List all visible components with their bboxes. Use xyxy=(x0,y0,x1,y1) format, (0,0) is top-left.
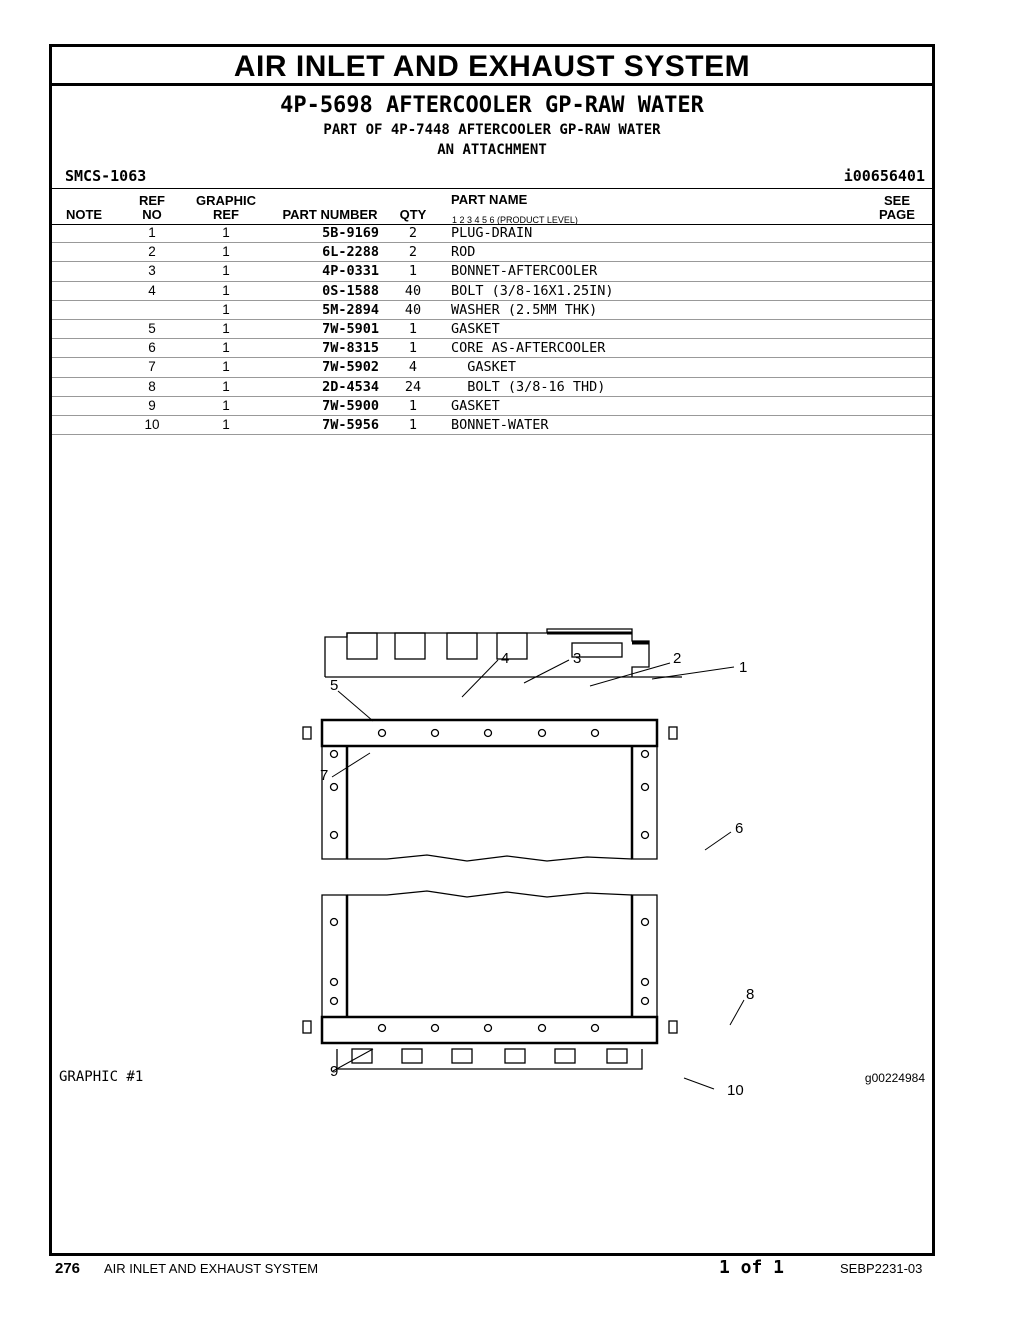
table-row xyxy=(52,397,932,416)
ref-no: 1 xyxy=(148,225,156,240)
quantity: 40 xyxy=(404,301,422,318)
part-number: 7W-5902 xyxy=(322,359,379,376)
part-of-line: PART OF 4P-7448 AFTERCOOLER GP-RAW WATER xyxy=(323,122,661,138)
col-graphic-top: GRAPHIC xyxy=(196,193,256,208)
part-name: ROD xyxy=(451,244,476,261)
group-title: 4P-5698 AFTERCOOLER GP-RAW WATER xyxy=(280,93,704,118)
ref-no: 6 xyxy=(148,340,156,356)
ref-no: 9 xyxy=(148,397,156,413)
col-ref-bottom: NO xyxy=(142,207,162,222)
part-name: WASHER (2.5MM THK) xyxy=(451,301,598,318)
quantity: 4 xyxy=(408,359,418,376)
part-number: 7W-5956 xyxy=(322,416,379,433)
part-number: 0S-1588 xyxy=(322,282,379,299)
leader-lines xyxy=(332,660,744,1089)
table-header xyxy=(52,188,932,225)
ref-no: 7 xyxy=(148,359,156,375)
bottom-flange xyxy=(303,1017,677,1043)
part-name: GASKET xyxy=(451,320,500,337)
document-ident: i00656401 xyxy=(843,167,925,185)
part-name: CORE AS-AFTERCOOLER xyxy=(451,340,606,357)
page-number: 276 xyxy=(55,1260,81,1277)
quantity: 24 xyxy=(404,378,422,395)
attachment-line: AN ATTACHMENT xyxy=(437,142,547,158)
part-name: PLUG-DRAIN xyxy=(451,225,533,241)
quantity: 1 xyxy=(408,320,418,337)
ref-no: 3 xyxy=(148,263,156,279)
part-number: 5M-2894 xyxy=(322,301,379,318)
col-part-number: PART NUMBER xyxy=(282,207,378,222)
quantity: 2 xyxy=(408,244,418,261)
table-row xyxy=(52,378,932,397)
ref-no: 4 xyxy=(148,282,156,298)
table-row xyxy=(52,262,932,281)
part-number: 2D-4534 xyxy=(322,378,379,395)
ref-no: 2 xyxy=(148,244,156,260)
callout-3: 3 xyxy=(573,650,582,667)
page-of: 1 of 1 xyxy=(719,1257,785,1278)
callout-2: 2 xyxy=(673,650,682,667)
quantity: 1 xyxy=(408,340,418,357)
aftercooler-diagram xyxy=(277,597,755,1099)
ref-no: 8 xyxy=(148,378,156,394)
quantity: 2 xyxy=(408,225,418,241)
quantity: 1 xyxy=(408,416,418,433)
graphic-ref: 1 xyxy=(222,378,230,394)
part-name: BOLT (3/8-16X1.25IN) xyxy=(451,282,614,299)
part-number: 4P-0331 xyxy=(322,263,379,280)
part-name: BONNET-WATER xyxy=(451,416,549,433)
col-see-top: SEE xyxy=(883,193,910,208)
ref-no: 10 xyxy=(144,416,160,432)
part-name: GASKET xyxy=(451,359,517,376)
callout-labels xyxy=(320,650,754,1099)
callout-7: 7 xyxy=(320,767,329,784)
quantity: 1 xyxy=(408,263,418,280)
graphic-id: g00224984 xyxy=(864,1071,925,1085)
table-row xyxy=(52,301,932,320)
callout-4: 4 xyxy=(501,650,510,667)
callout-9: 9 xyxy=(330,1063,339,1080)
graphic-ref: 1 xyxy=(222,397,230,413)
core-upper xyxy=(322,746,657,861)
callout-5: 5 xyxy=(330,677,339,694)
part-name: BONNET-AFTERCOOLER xyxy=(451,263,598,280)
col-ref-top: REF xyxy=(139,193,165,208)
graphic-ref: 1 xyxy=(222,340,230,356)
col-qty: QTY xyxy=(399,207,427,222)
graphic-ref: 1 xyxy=(222,282,230,298)
col-product-level: 1 2 3 4 5 6 (PRODUCT LEVEL) xyxy=(452,215,578,225)
footer-section: AIR INLET AND EXHAUST SYSTEM xyxy=(104,1261,319,1276)
table-row xyxy=(52,224,932,243)
graphic-ref: 1 xyxy=(222,416,230,432)
part-number: 5B-9169 xyxy=(322,225,379,241)
callout-6: 6 xyxy=(735,820,744,837)
page-frame xyxy=(49,44,935,1256)
table-row xyxy=(52,282,932,301)
part-number: 7W-5901 xyxy=(322,320,379,337)
col-note: NOTE xyxy=(65,207,103,222)
section-title: AIR INLET AND EXHAUST SYSTEM xyxy=(52,47,932,86)
bottom-bonnet xyxy=(337,1049,642,1069)
graphic-label: GRAPHIC #1 xyxy=(59,1069,144,1085)
table-row xyxy=(52,358,932,377)
graphic-ref: 1 xyxy=(222,263,230,279)
parts-table xyxy=(52,224,932,435)
table-row xyxy=(52,416,932,435)
part-name: BOLT (3/8-16 THD) xyxy=(451,378,606,395)
top-flange xyxy=(303,720,677,746)
graphic-ref: 1 xyxy=(222,359,230,375)
part-number: 7W-5900 xyxy=(322,397,379,414)
table-row xyxy=(52,339,932,358)
table-row xyxy=(52,320,932,339)
graphic-ref: 1 xyxy=(222,225,230,240)
callout-1: 1 xyxy=(739,659,748,676)
table-row xyxy=(52,243,932,262)
col-part-name: PART NAME xyxy=(451,192,528,207)
doc-number: SEBP2231-03 xyxy=(840,1261,923,1276)
part-number: 6L-2288 xyxy=(322,244,379,261)
quantity: 40 xyxy=(404,282,422,299)
graphic-ref: 1 xyxy=(222,301,230,317)
col-see-bottom: PAGE xyxy=(879,207,915,222)
graphic-ref: 1 xyxy=(222,320,230,336)
col-graphic-bottom: REF xyxy=(213,207,239,222)
callout-8: 8 xyxy=(746,986,755,1003)
graphic-ref: 1 xyxy=(222,244,230,260)
core-lower xyxy=(322,891,657,1017)
smcs-code: SMCS-1063 xyxy=(65,167,147,185)
quantity: 1 xyxy=(408,397,418,414)
part-number: 7W-8315 xyxy=(322,340,379,357)
part-name: GASKET xyxy=(451,397,500,414)
ref-no: 5 xyxy=(148,320,156,336)
callout-10: 10 xyxy=(727,1082,744,1099)
